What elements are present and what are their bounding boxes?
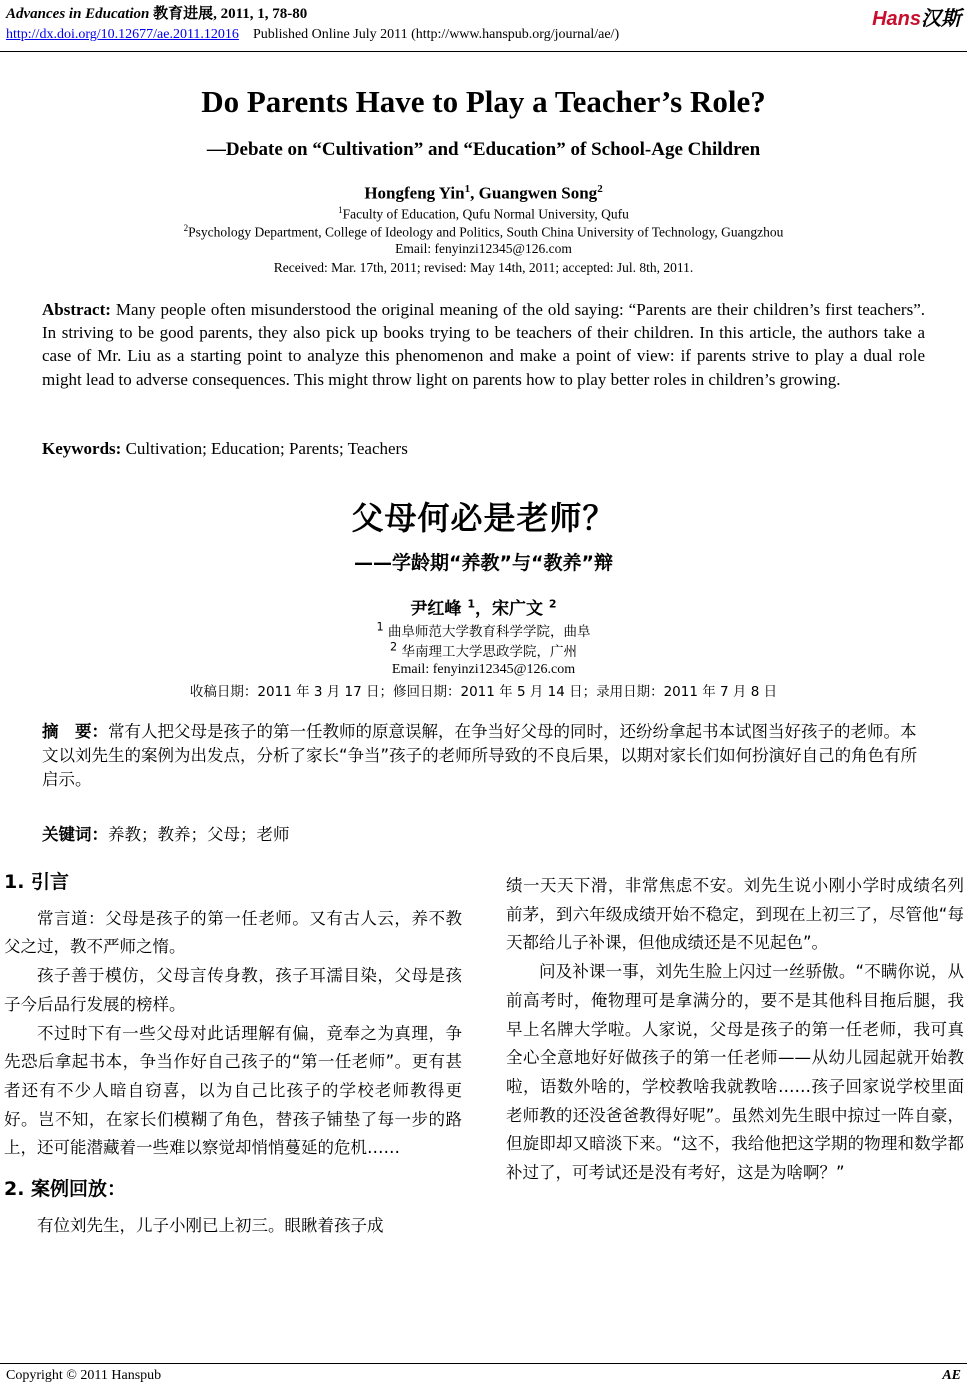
- body-paragraph: 常言道：父母是孩子的第一任老师。又有古人云，养不教父之过，教不严师之惰。: [4, 908, 462, 957]
- aff2-sup: 2: [183, 223, 189, 233]
- section-heading-intro: 1. 引言: [4, 871, 70, 893]
- abstract-text-en: Many people often misunderstood the original meaning of the old saying: “Parents are their children’s first teachers”. In striving to be good parents, they also pick up books trying to be teachers of their children. In this article, the authors take a case of Mr. Liu as a starting point to analyze this phenomenon and make a point of view: if parents strive to play a dual role might lead to adverse consequences. This might throw light on parents how to play better roles in children’s growing.: [42, 300, 925, 389]
- body-paragraph: 问及补课一事，刘先生脸上闪过一丝骄傲。“不瞒你说，从前高考时，俺物理可是拿满分的，要不是其他科目拖后腿，我早上名牌大学啦。人家说，父母是孩子的第一任老师，我可真全心全意地好好做孩子的第一任老师——从幼儿园起就开始教啦，语数外啥的，学校教啥我就教啥……孩子回家说学校里面老师教的还没爸爸教得好呢”。虽然刘先生眼中掠过一阵自豪，但旋即却又暗淡下来。“这不，我给他把这学期的物理和数学都补过了，可考试还是没有考好，这是为啥啊？”: [506, 962, 964, 1183]
- keywords-cn: [42, 823, 925, 847]
- affiliation1-en: [0, 205, 967, 223]
- abstract-en: [42, 298, 925, 391]
- journal-name: Advances in Education: [6, 6, 150, 22]
- paper-title-en: Do Parents Have to Play a Teacher’s Role?: [201, 84, 766, 119]
- aff2-text: Psychology Department, College of Ideology and Politics, South China University of Technology, Guangzhou: [188, 224, 784, 240]
- aff2-cn-text: 华南理工大学思政学院，广州: [401, 644, 577, 660]
- author-separator: ，: [475, 599, 492, 619]
- author2-cn: 宋广文: [492, 599, 543, 619]
- abstract-cn: [42, 720, 925, 792]
- body-paragraph: 有位刘先生，儿子小刚已上初三。眼瞅着孩子成: [37, 1215, 384, 1235]
- paper-subtitle-en: —Debate on “Cultivation” and “Education” of School-Age Children: [206, 139, 761, 160]
- affiliation2-en: [0, 223, 967, 241]
- abstract-label-cn: 摘 要：: [42, 722, 108, 741]
- email-cn: Email: fenyinzi12345@126.com: [391, 662, 576, 677]
- author1-sup: 1: [464, 183, 471, 195]
- authors-cn: [0, 594, 967, 619]
- body-column-left: [4, 868, 462, 1240]
- author2-cn-sup: 2: [548, 597, 557, 611]
- affiliation1-cn: [0, 620, 967, 640]
- keywords-text-cn: 养教；教养；父母；老师: [108, 825, 290, 844]
- footer-divider: [0, 1363, 967, 1364]
- received-dates-en: Received: Mar. 17th, 2011; revised: May 14th, 2011; accepted: Jul. 8th, 2011.: [273, 260, 694, 275]
- author2-en: Guangwen Song: [478, 183, 598, 203]
- keywords-en: [42, 437, 925, 460]
- logo-latin: Hans: [872, 8, 921, 30]
- keywords-label-cn: 关键词：: [42, 825, 108, 844]
- aff1-cn-sup: 1: [376, 620, 384, 634]
- body-paragraph: 不过时下有一些父母对此话理解有偏，竟奉之为真理，争先恐后拿起书本，争当作好自己孩子的“第一任老师”。更有甚者还有不少人暗自窃喜，以为自己比孩子的学校老师教得更好。岂不知，在家长们模糊了角色，替孩子铺垫了每一步的路上，还可能潜藏着一些难以察觉却悄悄蔓延的危机……: [4, 1023, 462, 1158]
- email-en: Email: fenyinzi12345@126.com: [395, 241, 572, 256]
- paper-subtitle-cn: ——学龄期“养教”与“教养”辩: [354, 552, 613, 574]
- abstract-label-en: Abstract:: [42, 300, 111, 319]
- journal-header: [6, 2, 307, 23]
- author1-en: Hongfeng Yin: [364, 183, 465, 203]
- body-paragraph: 孩子善于模仿，父母言传身教，孩子耳濡目染，父母是孩子今后品行发展的榜样。: [4, 966, 462, 1014]
- aff1-sup: 1: [338, 205, 343, 215]
- logo-cn: 汉斯: [921, 8, 961, 30]
- header-divider: [0, 51, 967, 52]
- author1-cn-sup: 1: [467, 597, 475, 611]
- hanspub-logo: [872, 2, 961, 31]
- aff2-cn-sup: 2: [390, 640, 398, 654]
- doi-link[interactable]: http://dx.doi.org/10.12677/ae.2011.12016: [6, 27, 239, 42]
- abstract-text-cn: 常有人把父母是孩子的第一任教师的原意误解，在争当好父母的同时，还纷纷拿起书本试图当好孩子的老师。本文以刘先生的案例为出发点，分析了家长“争当”孩子的老师所导致的不良后果，以期对家长们如何扮演好自己的角色有所启示。: [42, 722, 918, 789]
- keywords-label-en: Keywords:: [42, 439, 122, 458]
- affiliation2-cn: [0, 640, 967, 660]
- published-online: Published Online July 2011 (http://www.hanspub.org/journal/ae/): [252, 27, 620, 42]
- footer-copyright: Copyright © 2011 Hanspub: [6, 1368, 162, 1383]
- received-dates-cn: 收稿日期：2011 年 3 月 17 日；修回日期：2011 年 5 月 14 日；录用日期：2011 年 7 月 8 日: [189, 684, 778, 700]
- footer-journal-abbr: AE: [942, 1368, 961, 1383]
- aff1-cn-text: 曲阜师范大学教育科学学院，曲阜: [387, 624, 591, 640]
- section-heading-case: 2. 案例回放：: [4, 1178, 127, 1201]
- journal-issue: 教育进展, 2011, 1, 78-80: [153, 6, 308, 22]
- body-paragraph: 绩一天天下滑，非常焦虑不安。刘先生说小刚小学时成绩名列前茅，到六年级成绩开始不稳定，到现在上初三了，尽管他“每天都给儿子补课，但他成绩还是不见起色”。: [506, 876, 964, 953]
- paper-title-cn: 父母何必是老师？: [351, 499, 616, 537]
- aff1-text: Faculty of Education, Qufu Normal University, Qufu: [342, 206, 629, 222]
- doi-line: [6, 27, 619, 43]
- author2-sup: 2: [597, 183, 603, 195]
- keywords-text-en: Cultivation; Education; Parents; Teachers: [125, 439, 408, 458]
- body-column-right: [506, 872, 964, 1188]
- author1-cn: 尹红峰: [410, 599, 462, 619]
- authors-en: Hongfeng Yin$^1$, Guangwen Song$^2$: [364, 183, 603, 203]
